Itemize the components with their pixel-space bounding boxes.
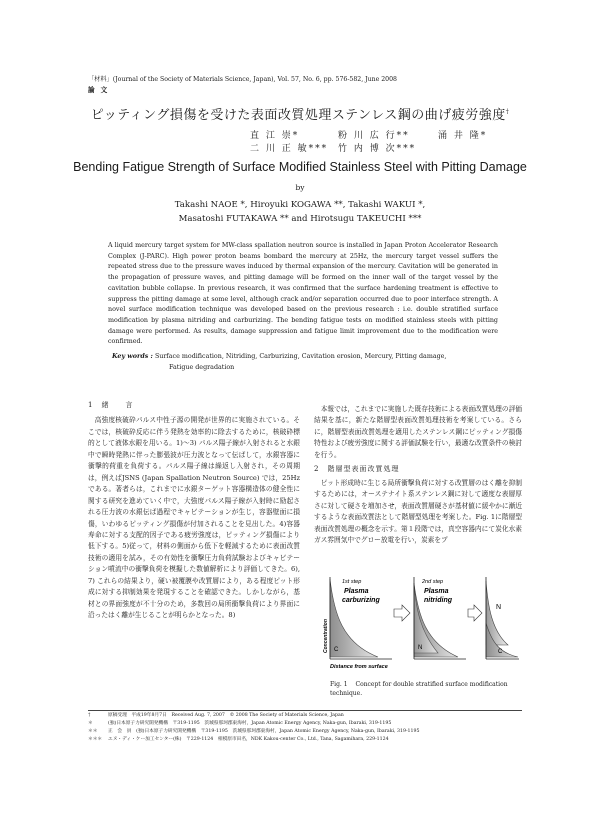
footnote-text: 正 会 員 (独)日本原子力研究開発機構 〒319-1195 茨城県那珂郡東海村，Japan Atomic Energy Agency, Naka-gun, Ibaraki, 319-1195 xyxy=(108,729,420,735)
right-column xyxy=(314,404,522,546)
right-column-paragraph-2: ピット形成時に生じる局所衝撃負荷に対する改質層のはく離を抑制するためには，オーステナイト系ステンレス鋼に対して適度な表層厚さに対して硬さを増加させ，表面改質層硬さが基材値に緩やかに漸近するような表面改質法として階層型処理を考案した。Fig. 1に階層型表面改質処理の概念を示す。第１段階では，真空容器内にて炭化水素ガス雰囲気中でグロー放電を行い，炭素をプ xyxy=(314,478,522,544)
figure-1 xyxy=(320,573,520,673)
figure-y-axis-label: Concentration xyxy=(323,619,329,653)
footnote-mark: ＊ xyxy=(88,721,93,727)
footnote-mark: ＊＊ xyxy=(88,729,98,735)
panel-1-title-line-1: Plasma xyxy=(344,588,369,595)
keywords xyxy=(112,352,502,373)
article-type-label: 論文 xyxy=(88,86,114,94)
figure-1-caption-label: Fig. 1 xyxy=(330,681,348,688)
journal-citation: 「材料」(Journal of the Society of Materials Science, Japan), Vol. 57, No. 6, pp. 576-582, June 2008 xyxy=(88,76,397,83)
keywords-label: Key words : xyxy=(112,353,153,360)
section-2-heading: 2 階層型表面改質処理 xyxy=(314,465,400,474)
left-column xyxy=(88,400,300,622)
figure-1-caption-text: Concept for double stratified surface modification technique. xyxy=(330,681,508,697)
footnotes xyxy=(88,712,528,744)
right-column-paragraph-1: 本報では，これまでに実施した既存技術による表面改質処理の評価結果を基に，新たな階層型表面改質処理技術を考案している。さらに，階層型表面改質処理を適用したステンレス鋼にピッティング損傷特性および疲労強度に関する評価試験を行い，最適な改質条件の検討を行う。 xyxy=(314,405,522,459)
abstract: A liquid mercury target system for MW-class spallation neutron source is installed in Japan Proton Accelerator Research Complex (J-PARC). High power proton beams bombard the mercury at 25Hz, the mercury target vessel suffers the repeated stress due to the pressure waves induced by thermal expansion of the mercury. Cavitation will be generated in the propagation of pressure waves, and pitting damage will be formed on the inner wall of the target vessel by the cavitation bubble collapse. In previous research, it was confirmed that the surface hardening treatment is effective to suppress the pitting damage at some level, although crack and/or separation occurred due to poor interface strength. A novel surface modification technique was developed based on the previous research : i.e. double stratified surface modification by plasma nitriding and carburizing. The bending fatigue tests on modified stainless steels with pitting damage were performed. As results, damage suppression and fatigue limit improvement due to the modification were confirmed. xyxy=(108,242,498,346)
footnote-row xyxy=(88,728,528,736)
japanese-author-5: 竹 内 博 次*** xyxy=(338,144,417,154)
panel-3-c-label: C xyxy=(498,649,503,655)
figure-arrow-1 xyxy=(394,605,410,621)
footnote-text: 原稿受理 平成19年8月7日 Received Aug. 7, 2007 © 2008 The Society of Materials Science, Japan xyxy=(108,713,344,718)
figure-panel-result xyxy=(486,577,519,659)
by-line: by xyxy=(295,183,305,192)
english-authors-line-2: Masatoshi FUTAKAWA ** and Hirotsugu TAKEUCHI *** xyxy=(178,214,422,224)
english-title: Bending Fatigue Strength of Surface Modified Stainless Steel with Pitting Damage xyxy=(73,160,527,174)
japanese-author-1: 直 江 崇* xyxy=(250,131,300,141)
panel-2-step-label: 2nd step xyxy=(422,579,444,585)
footnote-row xyxy=(88,712,528,720)
keywords-line-1: Surface modification, Nitriding, Carburizing, Cavitation erosion, Mercury, Pitting damage, xyxy=(154,353,447,360)
section-1-heading: 1 緒 言 xyxy=(88,401,134,409)
section-1-body: 高強度核破砕パルス中性子源の開発が世界的に実施されている。そこでは，核破砕反応に伴う発熱を効率的に除去するために，核破砕標的として液体水銀を用いる。1)～3) パルス陽子線が入射されると水銀中で瞬時発熱に伴った膨張波が圧力波となって伝ぱして，水銀容器に衝撃的荷重を負荷する。パルス陽子線は繰返し入射され，その周期は，例えばJSNS (Japan Spallation Neutron Source) では，25Hzである。著者らは，これまでに水銀ターゲット容器構造体の健全性に関する研究を進めていく中で，大強度パルス陽子線が入射時に励起される圧力波の水銀伝ぱ過程でキャビテーションが生じ，容器壁面に損傷，いわゆるピッティング損傷が付加されることを見出した。4)容器寿命に対する支配的因子である疲労強度は，ピッティング損傷により低下する。5)従って，材料の側面から低下を軽減するために表面改質技術の適用を試み，その有効性を衝撃圧力負荷試験およびキャビテーション噴流中の衝撃負荷を模擬した数値解析により評価してきた。6), 7) これらの結果より，硬い被覆膜や改質層により，ある程度ピット形成に対する抑制効果を発現することを確認できた。しかしながら，基材との界面強度が不十分のため，多数回の局所衝撃負荷により界面に沿ったはく離が生じることが明らかとなった。8) xyxy=(88,416,300,620)
panel-1-step-label: 1st step xyxy=(342,579,362,585)
panel-1-title-line-2: carburizing xyxy=(342,597,380,604)
footnote-mark: † xyxy=(88,713,91,718)
figure-panel-carburizing xyxy=(323,577,392,670)
japanese-title xyxy=(0,104,600,123)
footnote-row xyxy=(88,720,528,728)
japanese-title-text: ピッティング損傷を受けた表面改質処理ステンレス鋼の曲げ疲労強度 xyxy=(90,108,506,123)
title-footnote-mark: † xyxy=(505,108,510,116)
figure-panel-nitriding xyxy=(414,577,466,659)
panel-3-n-label: N xyxy=(496,604,502,611)
japanese-author-4: 二 川 正 敏*** xyxy=(250,144,329,154)
panel-2-title-line-1: Plasma xyxy=(424,588,449,595)
figure-arrow-2 xyxy=(468,605,482,621)
keywords-line-2: Fatigue degradation xyxy=(169,363,235,371)
footnote-text: エヌ・ディ・ケー加工センター(株) 〒229-1124 相模原市田名，NDK Kakou-center Co., Ltd., Tana, Sagamihara, 229-1124 xyxy=(108,737,389,743)
panel-2-n-label: N xyxy=(418,645,423,651)
footnote-rule xyxy=(88,710,522,711)
japanese-author-2: 粉 川 広 行** xyxy=(338,131,410,141)
figure-x-axis-label: Distance from surface xyxy=(330,664,388,670)
figure-1-caption xyxy=(330,680,520,698)
footnote-row xyxy=(88,736,528,744)
english-authors-line-1: Takashi NAOE *, Hiroyuki KOGAWA **, Takashi WAKUI *, xyxy=(174,200,426,210)
japanese-author-3: 涌 井 隆* xyxy=(438,131,488,141)
footnote-text: (独)日本原子力研究開発機構 〒319-1195 茨城県那珂郡東海村，Japan Atomic Energy Agency, Naka-gun, Ibaraki, 319-1195 xyxy=(108,721,392,727)
footnote-mark: ＊＊＊ xyxy=(88,737,103,743)
panel-2-title-line-2: nitriding xyxy=(424,597,452,604)
panel-1-c-label: C xyxy=(334,647,339,653)
